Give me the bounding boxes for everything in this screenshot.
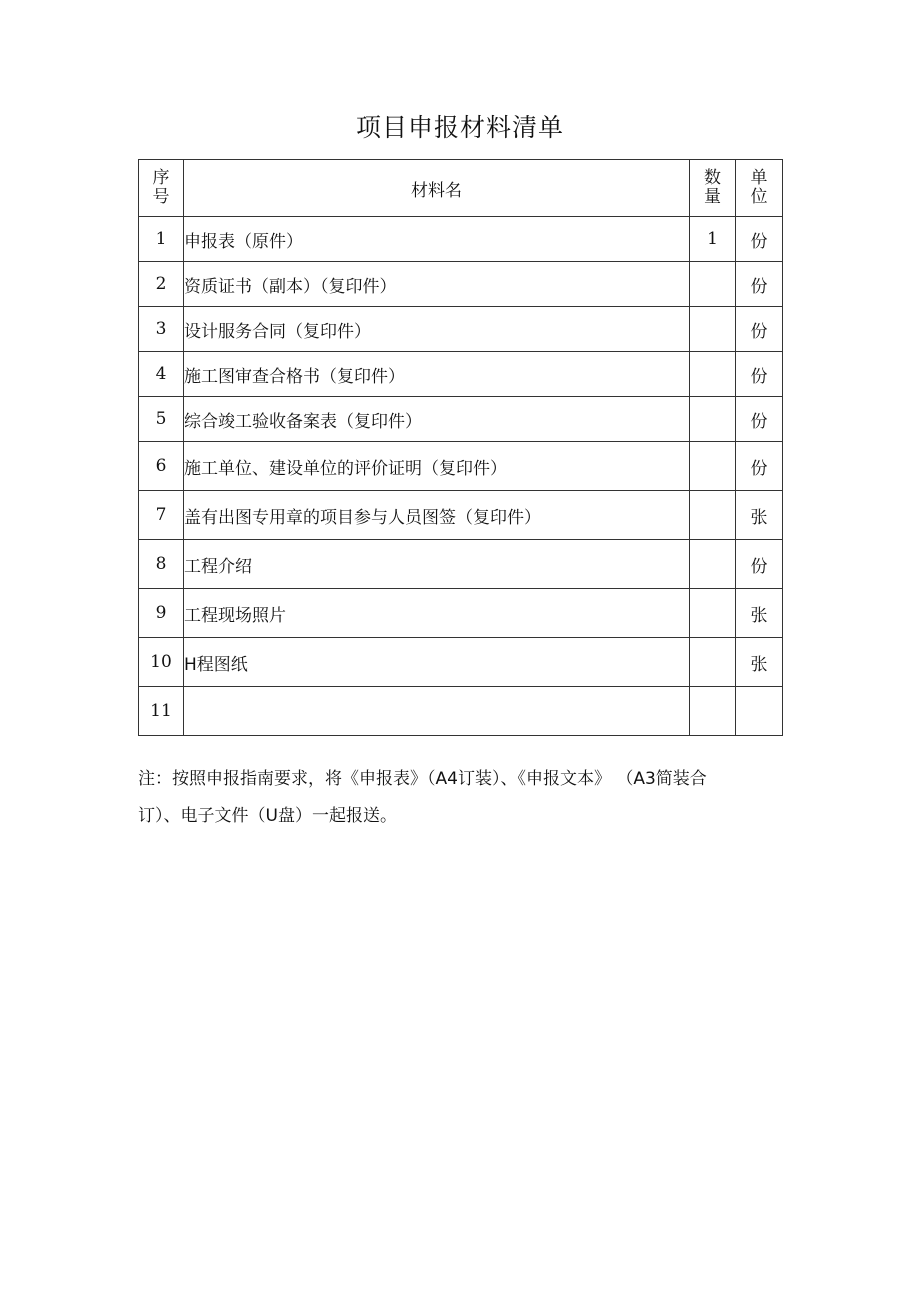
row-material-name: 工程现场照片 bbox=[184, 589, 690, 638]
table-row bbox=[139, 491, 783, 540]
header-unit-label: 单位 bbox=[750, 168, 768, 207]
header-index bbox=[139, 160, 184, 217]
row-material-name: 资质证书（副本）（复印件） bbox=[184, 262, 690, 307]
row-unit: 份 bbox=[736, 442, 783, 491]
page-title: 项目申报材料清单 bbox=[355, 113, 564, 142]
row-quantity bbox=[690, 638, 736, 687]
row-index: 8 bbox=[139, 540, 184, 589]
table-header-row bbox=[139, 160, 783, 217]
row-material-name: 设计服务合同（复印件） bbox=[184, 307, 690, 352]
table-row bbox=[139, 307, 783, 352]
note-line-2: 订）、电子文件（U盘）一起报送。 bbox=[138, 806, 397, 826]
row-quantity bbox=[690, 262, 736, 307]
header-quantity-label: 数量 bbox=[704, 168, 721, 207]
row-unit: 份 bbox=[736, 217, 783, 262]
materials-table bbox=[138, 159, 783, 736]
table-row bbox=[139, 262, 783, 307]
row-index: 11 bbox=[139, 687, 184, 736]
row-index: 3 bbox=[139, 307, 184, 352]
row-material-name: 工程介绍 bbox=[184, 540, 690, 589]
row-quantity bbox=[690, 307, 736, 352]
header-index-label: 序号 bbox=[152, 168, 170, 207]
row-index: 2 bbox=[139, 262, 184, 307]
table-row bbox=[139, 589, 783, 638]
row-index: 1 bbox=[139, 217, 184, 262]
table-row bbox=[139, 638, 783, 687]
table-row bbox=[139, 687, 783, 736]
row-index: 6 bbox=[139, 442, 184, 491]
header-unit bbox=[736, 160, 783, 217]
table-row bbox=[139, 442, 783, 491]
row-unit: 份 bbox=[736, 262, 783, 307]
row-quantity bbox=[690, 397, 736, 442]
row-unit: 张 bbox=[736, 638, 783, 687]
row-unit: 份 bbox=[736, 307, 783, 352]
row-unit: 张 bbox=[736, 589, 783, 638]
row-material-name: H程图纸 bbox=[184, 638, 690, 687]
row-quantity bbox=[690, 491, 736, 540]
row-material-name: 施工图审查合格书（复印件） bbox=[184, 352, 690, 397]
row-unit: 份 bbox=[736, 352, 783, 397]
row-index: 7 bbox=[139, 491, 184, 540]
table-row bbox=[139, 217, 783, 262]
row-material-name: 综合竣工验收备案表（复印件） bbox=[184, 397, 690, 442]
row-quantity bbox=[690, 352, 736, 397]
note-line-1: 注：按照申报指南要求，将《申报表》（A4订装）、《申报文本》 （A3简装合 bbox=[138, 769, 707, 789]
row-index: 10 bbox=[139, 638, 184, 687]
row-quantity bbox=[690, 442, 736, 491]
row-quantity bbox=[690, 589, 736, 638]
row-unit: 份 bbox=[736, 397, 783, 442]
row-quantity bbox=[690, 687, 736, 736]
header-name: 材料名 bbox=[184, 160, 690, 217]
table-row bbox=[139, 352, 783, 397]
row-unit bbox=[736, 687, 783, 736]
table-row bbox=[139, 397, 783, 442]
row-quantity: 1 bbox=[690, 217, 736, 262]
header-quantity bbox=[690, 160, 736, 217]
submission-note bbox=[138, 761, 788, 835]
row-material-name: 施工单位、建设单位的评价证明（复印件） bbox=[184, 442, 690, 491]
row-index: 9 bbox=[139, 589, 184, 638]
row-index: 4 bbox=[139, 352, 184, 397]
row-quantity bbox=[690, 540, 736, 589]
row-unit: 份 bbox=[736, 540, 783, 589]
table-row bbox=[139, 540, 783, 589]
row-index: 5 bbox=[139, 397, 184, 442]
row-unit: 张 bbox=[736, 491, 783, 540]
row-material-name bbox=[184, 687, 690, 736]
row-material-name: 盖有出图专用章的项目参与人员图签（复印件） bbox=[184, 491, 690, 540]
row-material-name: 申报表（原件） bbox=[184, 217, 690, 262]
